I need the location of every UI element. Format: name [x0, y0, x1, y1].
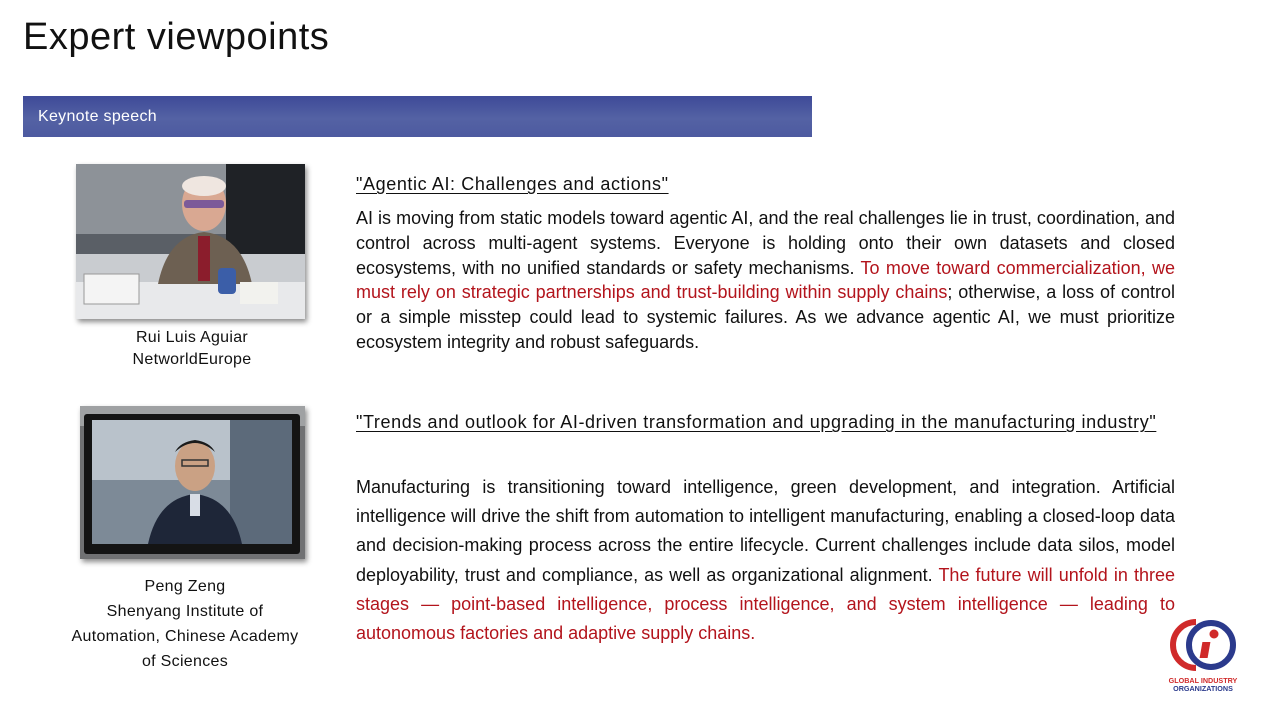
logo-text-line1: GLOBAL INDUSTRY — [1168, 676, 1238, 685]
logo-text-line2: ORGANIZATIONS — [1173, 684, 1233, 693]
summary-highlight: To move toward commercialization, we must rely on strategic partnerships and trust-building within supply chains — [356, 257, 1175, 303]
speaker-caption-zeng — [66, 574, 304, 674]
summary-text: AI is moving from static models toward agentic AI, and the real challenges lie in trust, coordination, and control across multi-agent systems. Everyone is holding onto their own datasets and closed ecosystems, with no unified standards or safety mechanisms. — [356, 208, 1175, 278]
summary-text-end: ; otherwise, a loss of control or a simple misstep could lead to systemic failures. As we advance agentic AI, we must prioritize ecosystem integrity and robust safeguards. — [356, 282, 1175, 352]
talk-title-manufacturing: "Trends and outlook for AI-driven transformation and upgrading in the manufacturing industry" — [356, 412, 1157, 432]
section-header-keynote: Keynote speech — [23, 96, 812, 137]
global-industry-organizations-logo — [1162, 616, 1244, 696]
speaker-affiliation-line: Shenyang Institute of — [106, 603, 264, 620]
speaker-affiliation: NetworldEurope — [132, 351, 252, 368]
talk-summary-manufacturing — [356, 473, 1175, 648]
page-title: Expert viewpoints — [23, 16, 330, 58]
gio-logo-mark-icon — [1162, 616, 1244, 674]
speaker-caption-aguiar — [76, 327, 308, 371]
summary-text: Manufacturing is transitioning toward intelligence, green development, and integration. Artificial intelligence will drive the shift from automation to intelligent manufacturing, enabling a closed-loop data and decision-making process across the entire lifecycle. Current challenges include data silos, model deployability, trust and compliance, as well as organizational alignment. — [356, 477, 1175, 585]
speaker-affiliation-line: Automation, Chinese Academy — [71, 628, 299, 645]
talk-title-agentic-ai: "Agentic AI: Challenges and actions" — [356, 174, 669, 194]
speaker-affiliation-line: of Sciences — [141, 653, 228, 670]
speaker-name: Rui Luis Aguiar — [135, 329, 249, 346]
summary-highlight: The future will unfold in three stages — point-based intelligence, process intelligence, and system intelligence — leading to autonomous factories and adaptive supply chains. — [356, 564, 1175, 644]
speaker-photo-zeng — [80, 406, 305, 559]
speaker-name: Peng Zeng — [144, 578, 226, 595]
speaker-photo-aguiar — [76, 164, 305, 319]
talk-summary-agentic-ai — [356, 206, 1175, 355]
